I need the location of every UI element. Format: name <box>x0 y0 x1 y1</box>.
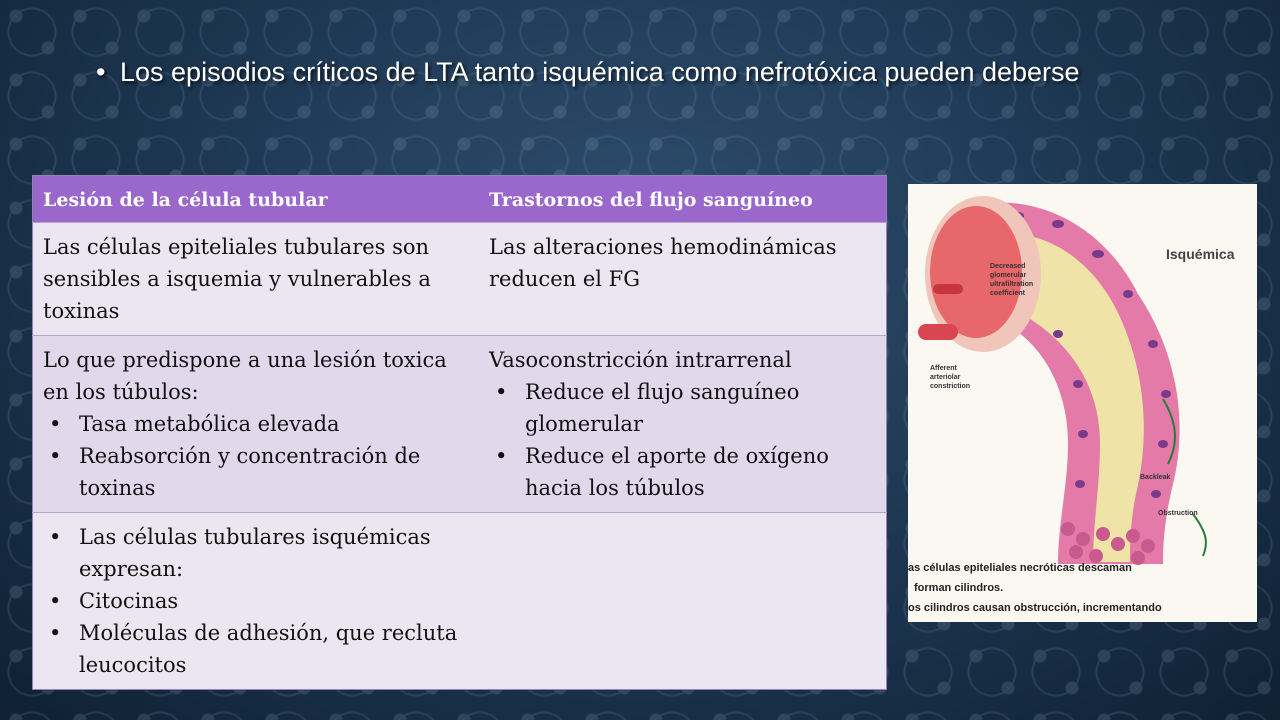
cell-r2-left-intro: Lo que predispone a una lesión toxica en los túbulos: <box>43 348 447 404</box>
bullet-list <box>43 408 469 504</box>
cell-r1-right: Las alteraciones hemodinámicas reducen el FG <box>479 223 887 336</box>
table-header-row <box>33 176 887 223</box>
afferent-label <box>930 364 970 391</box>
list-item: • Las células tubulares isquémicas expresan: <box>79 521 469 585</box>
afferent-label-line: arteriolar <box>930 374 961 381</box>
cell-r2-right <box>479 336 887 513</box>
cell-r3-left <box>33 513 480 690</box>
glomerulus-label-line: Decreased <box>990 263 1026 270</box>
ischemia-illustration <box>908 184 1257 622</box>
header-blood-flow: Trastornos del flujo sanguíneo <box>479 176 887 223</box>
cell-r1-left: Las células epiteliales tubulares son sensibles a isquemia y vulnerables a toxinas <box>33 223 480 336</box>
glomerulus-label-line: ultrafiltration <box>990 281 1034 288</box>
cell-r2-right-intro: Vasoconstricción intrarrenal <box>489 348 792 372</box>
heading-bullet: • <box>96 57 106 87</box>
bullet-list <box>43 521 469 681</box>
table-row <box>33 336 887 513</box>
table-row <box>33 513 887 690</box>
slide-heading <box>96 50 1176 94</box>
glomerulus-label <box>990 262 1033 298</box>
cell-r3-right <box>479 513 887 690</box>
caption-line: as células epiteliales necróticas descaman <box>908 562 1132 574</box>
list-item: • Moléculas de adhesión, que recluta leucocitos <box>79 617 469 681</box>
afferent-arteriole <box>918 324 958 340</box>
bullet-list <box>489 376 876 504</box>
list-item: • Citocinas <box>79 585 469 617</box>
afferent-label-line: constriction <box>930 383 971 390</box>
list-item: • Reduce el aporte de oxígeno hacia los túbulos <box>525 440 876 504</box>
glomerulus-label-line: coefficient <box>990 290 1026 297</box>
efferent-arteriole <box>933 284 963 294</box>
afferent-label-line: Afferent <box>930 365 957 372</box>
list-item: • Reduce el flujo sanguíneo glomerular <box>525 376 876 440</box>
backleak-label: Backleak <box>1140 474 1171 481</box>
obstruction-arrow <box>1193 514 1206 556</box>
caption-line: os cilindros causan obstrucción, incrementando <box>908 602 1162 614</box>
list-item: • Tasa metabólica elevada <box>79 408 469 440</box>
comparison-table <box>32 175 887 690</box>
header-tubular-injury: Lesión de la célula tubular <box>33 176 480 223</box>
heading-text: Los episodios críticos de LTA tanto isquémica como nefrotóxica pueden deberse <box>120 57 1080 87</box>
caption-line: forman cilindros. <box>914 582 1004 594</box>
table-row <box>33 223 887 336</box>
cell-r2-left <box>33 336 480 513</box>
glomerulus-label-line: glomerular <box>990 272 1027 279</box>
figure-title: Isquémica <box>1166 246 1235 262</box>
obstruction-label: Obstruction <box>1158 510 1198 517</box>
figure-caption <box>908 558 1162 618</box>
list-item: • Reabsorción y concentración de toxinas <box>79 440 469 504</box>
